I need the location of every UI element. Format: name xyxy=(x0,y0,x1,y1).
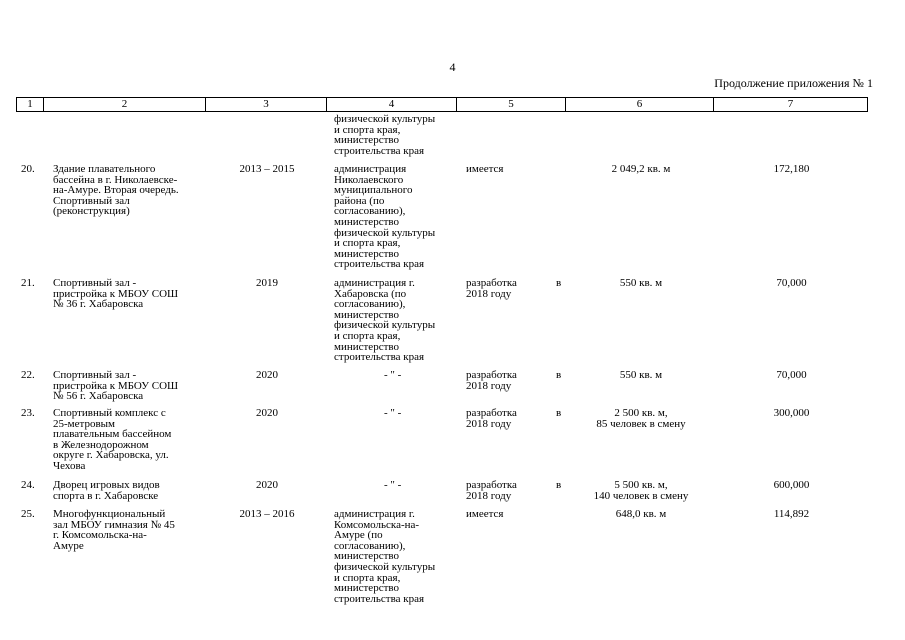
cost-cell: 300,000 xyxy=(773,407,810,419)
cost-cell: 70,000 xyxy=(776,369,807,381)
years-cell: 2020 xyxy=(256,407,278,419)
years-cell: 2019 xyxy=(256,277,278,289)
column-header-6: 6 xyxy=(566,98,714,111)
object-name-cell: Многофункциональный зал МБОУ гимназия № 45 г. Комсомольска-на- Амуре xyxy=(53,508,175,552)
appendix-title: Продолжение приложения № 1 xyxy=(714,76,873,90)
page-number: 4 xyxy=(449,60,456,74)
cost-cell: 114,892 xyxy=(773,508,810,520)
row-number: 22. xyxy=(21,369,35,381)
years-cell: 2013 – 2016 xyxy=(239,508,295,520)
column-header-1: 1 xyxy=(17,98,44,111)
years-cell: 2020 xyxy=(256,479,278,491)
years-cell: 2013 – 2015 xyxy=(239,163,295,175)
cost-cell: 70,000 xyxy=(776,277,807,289)
row-number: 25. xyxy=(21,508,35,520)
row-number: 23. xyxy=(21,407,35,419)
row-number: 24. xyxy=(21,479,35,491)
project-cell: разработка 2018 году xyxy=(466,407,517,430)
project-cell: имеется xyxy=(466,508,504,520)
object-name-cell: Здание плавательного бассейна в г. Николаевске- на-Амуре. Вторая очередь. Спортивный зал (реконструкция) xyxy=(53,163,179,218)
executor-cell: - " - xyxy=(384,369,402,381)
column-header-2: 2 xyxy=(44,98,206,111)
table-header-row xyxy=(16,97,868,112)
project-cell: разработка 2018 году xyxy=(466,369,517,392)
column-header-5: 5 xyxy=(457,98,566,111)
cost-cell: 172,180 xyxy=(773,163,810,175)
column-header-4: 4 xyxy=(327,98,457,111)
object-name-cell: Спортивный зал - пристройка к МБОУ СОШ № 56 г. Хабаровска xyxy=(53,369,179,403)
years-cell: 2020 xyxy=(256,369,278,381)
project-cell: имеется xyxy=(466,163,504,175)
executor-cell: администрация г. Хабаровска (по согласованию), министерство физической культуры и спорта края, министерство строительства края xyxy=(334,277,436,364)
column-header-7: 7 xyxy=(787,98,794,110)
capacity-cell: 2 049,2 кв. м xyxy=(611,163,671,175)
object-name-cell: Спортивный комплекс с 25-метровым плавательным бассейном в Железнодорожном округе г. Хабаровска, ул. Чехова xyxy=(53,407,172,472)
capacity-cell: 648,0 кв. м xyxy=(615,508,667,520)
cost-cell: 600,000 xyxy=(773,479,810,491)
row-number: 20. xyxy=(21,163,35,175)
capacity-cell: 550 кв. м xyxy=(619,277,663,289)
project-cell-suffix: в xyxy=(556,369,562,381)
project-cell: разработка 2018 году xyxy=(466,277,517,300)
executor-cell: администрация Николаевского муниципального района (по согласованию), министерство физической культуры и спорта края, министерство строительства края xyxy=(334,163,436,271)
project-cell-suffix: в xyxy=(556,479,562,491)
executor-cell: администрация г. Комсомольска-на- Амуре (по согласованию), министерство физической культуры и спорта края, министерство строительства края xyxy=(334,508,436,605)
executor-cell: - " - xyxy=(384,479,402,491)
project-cell: разработка 2018 году xyxy=(466,479,517,502)
capacity-cell: 550 кв. м xyxy=(619,369,663,381)
row-number: 21. xyxy=(21,277,35,289)
object-name-cell: Дворец игровых видов спорта в г. Хабаровске xyxy=(53,479,160,502)
continuation-executor-cell: физической культуры и спорта края, министерство строительства края xyxy=(334,113,436,157)
project-cell-suffix: в xyxy=(556,277,562,289)
column-header-3: 3 xyxy=(206,98,327,111)
capacity-cell: 5 500 кв. м, 140 человек в смену xyxy=(593,479,689,502)
capacity-cell: 2 500 кв. м, 85 человек в смену xyxy=(596,407,686,430)
project-cell-suffix: в xyxy=(556,407,562,419)
executor-cell: - " - xyxy=(384,407,402,419)
object-name-cell: Спортивный зал - пристройка к МБОУ СОШ № 36 г. Хабаровска xyxy=(53,277,179,311)
